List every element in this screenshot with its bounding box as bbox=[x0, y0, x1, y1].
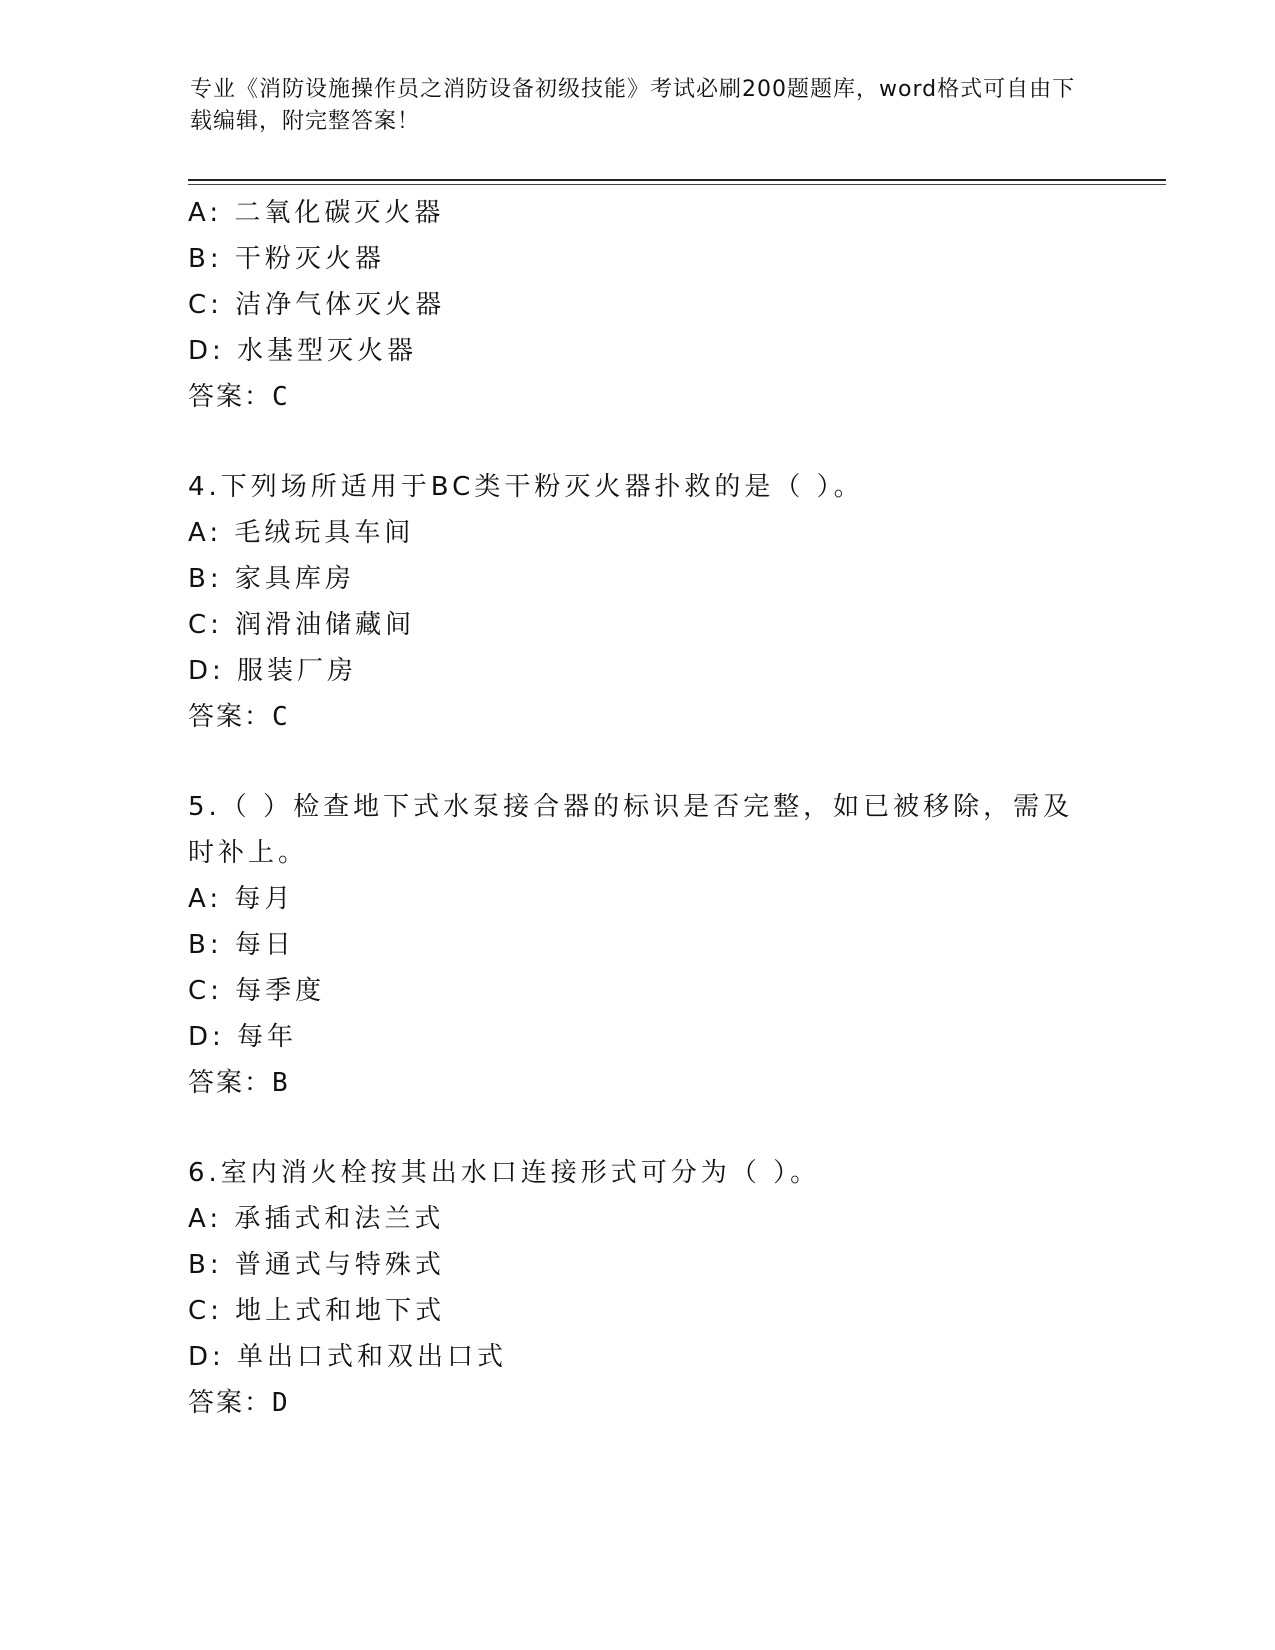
answer-label: 答案： bbox=[188, 1388, 273, 1418]
answer-value: C bbox=[272, 382, 290, 412]
option-a: A: 每月 bbox=[188, 884, 295, 914]
option-b: B: 普通式与特殊式 bbox=[188, 1250, 445, 1280]
document-header: 专业《消防设施操作员之消防设备初级技能》考试必刷200题题库，word格式可自由下载编辑，附完整答案！ bbox=[190, 77, 1076, 134]
question-6 bbox=[188, 1150, 1088, 1426]
option-a: A: 二氧化碳灭火器 bbox=[188, 198, 445, 228]
option-d: D: 单出口式和双出口式 bbox=[188, 1342, 508, 1372]
option-a: A: 毛绒玩具车间 bbox=[188, 518, 415, 548]
spacer bbox=[188, 1106, 1088, 1150]
answer-line bbox=[188, 374, 1088, 420]
option-b: B: 家具库房 bbox=[188, 564, 355, 594]
question-4 bbox=[188, 464, 1088, 740]
spacer bbox=[188, 420, 1088, 464]
question-stem: 6.室内消火栓按其出水口连接形式可分为（ ）。 bbox=[188, 1158, 821, 1188]
answer-value: C bbox=[272, 702, 290, 732]
question-stem: 4.下列场所适用于BC类干粉灭火器扑救的是（ ）。 bbox=[188, 472, 864, 502]
answer-value: B bbox=[272, 1068, 290, 1098]
answer-value: D bbox=[272, 1388, 290, 1418]
header-rule-thin bbox=[188, 184, 1166, 185]
answer-line bbox=[188, 1060, 1088, 1106]
question-3 bbox=[188, 190, 1088, 420]
option-c: C: 每季度 bbox=[188, 976, 326, 1006]
question-list bbox=[188, 190, 1088, 1426]
answer-line bbox=[188, 694, 1088, 740]
option-c: C: 地上式和地下式 bbox=[188, 1296, 446, 1326]
option-b: B: 每日 bbox=[188, 930, 295, 960]
answer-label: 答案： bbox=[188, 1068, 273, 1098]
option-d: D: 服装厂房 bbox=[188, 656, 358, 686]
answer-line bbox=[188, 1380, 1088, 1426]
answer-label: 答案： bbox=[188, 702, 273, 732]
question-stem: 5.（ ）检查地下式水泵接合器的标识是否完整，如已被移除，需及时补上。 bbox=[188, 792, 1074, 868]
option-d: D: 水基型灭火器 bbox=[188, 336, 418, 366]
spacer bbox=[188, 740, 1088, 784]
header-rule-thick bbox=[188, 179, 1166, 181]
question-5 bbox=[188, 784, 1088, 1106]
option-b: B: 干粉灭火器 bbox=[188, 244, 385, 274]
option-c: C: 洁净气体灭火器 bbox=[188, 290, 446, 320]
option-a: A: 承插式和法兰式 bbox=[188, 1204, 445, 1234]
answer-label: 答案： bbox=[188, 382, 273, 412]
option-c: C: 润滑油储藏间 bbox=[188, 610, 416, 640]
option-d: D: 每年 bbox=[188, 1022, 298, 1052]
